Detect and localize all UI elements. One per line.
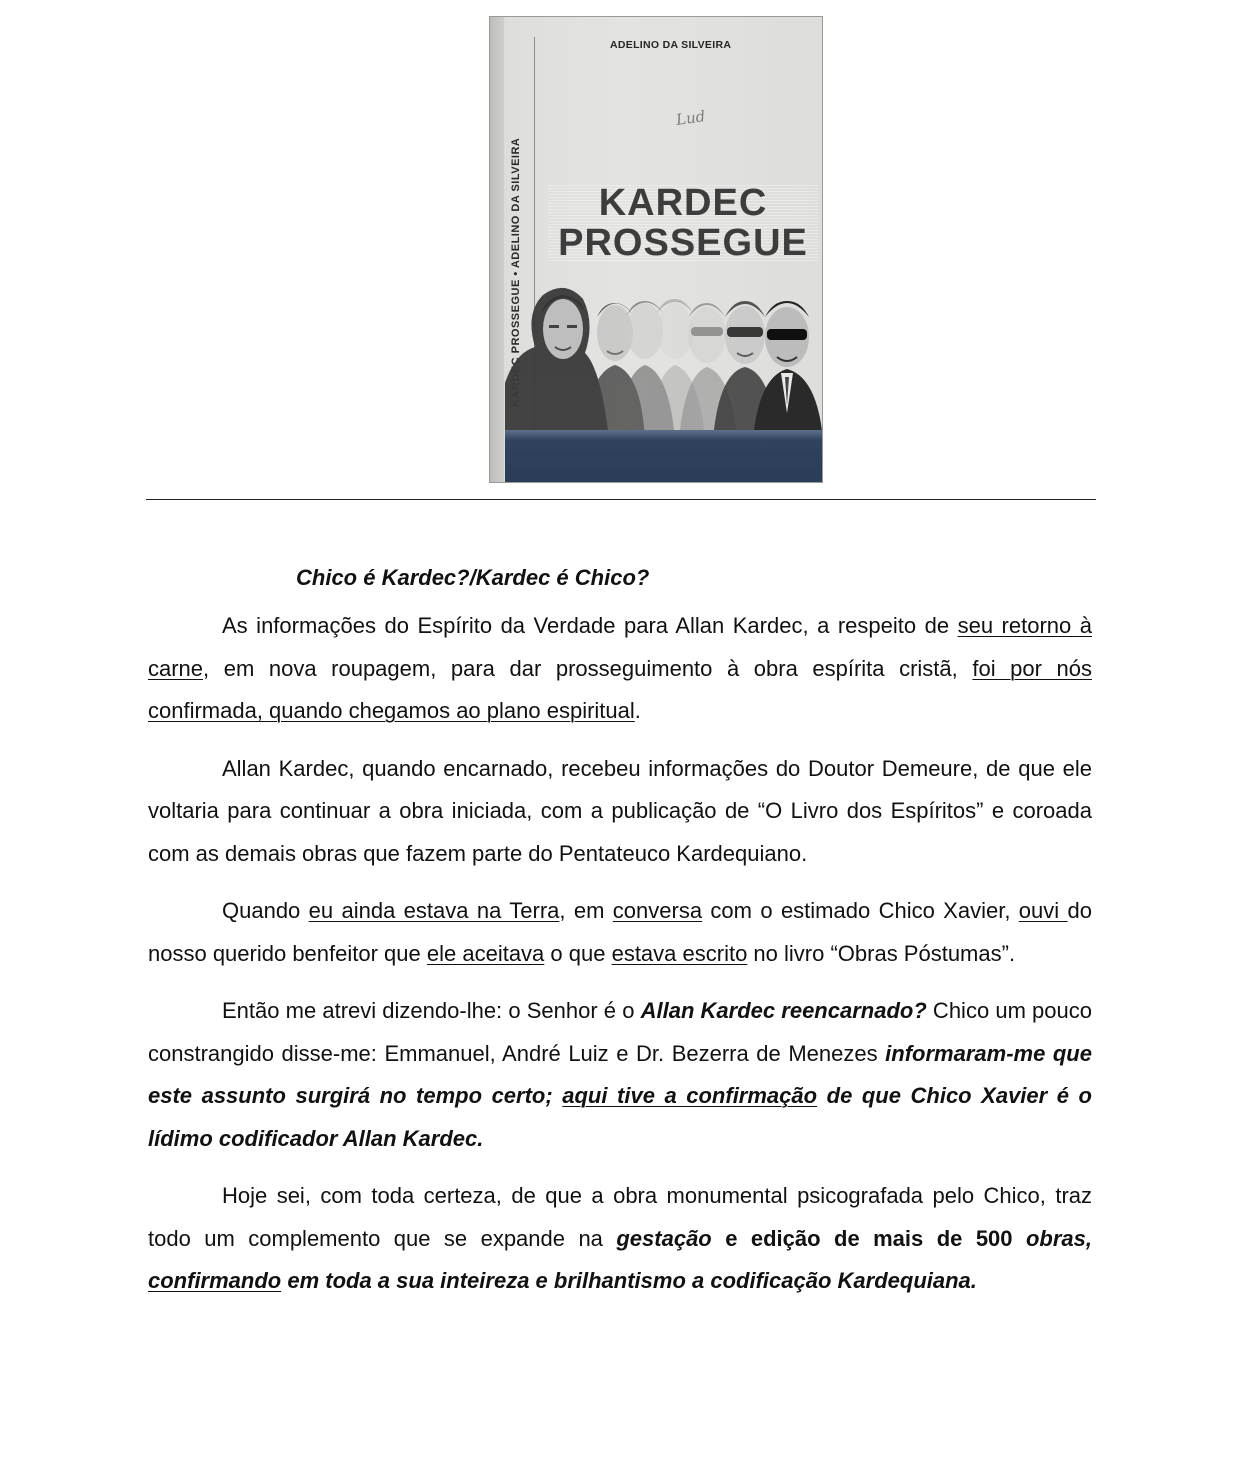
- p1-underlined-1: seu retorno à carne: [148, 613, 1092, 681]
- p1-text-1: As informações do Espírito da Verdade para Allan Kardec, a respeito de: [222, 613, 958, 638]
- p1-text-2: , em nova roupagem, para dar prosseguimento à obra espírita cristã,: [203, 655, 973, 681]
- paragraph-5: [148, 1175, 1092, 1303]
- paragraph-3: [148, 890, 1092, 975]
- article-body: [148, 560, 1092, 1303]
- cover-author-name: ADELINO DA SILVEIRA: [610, 39, 732, 51]
- cover-title-line-1: KARDEC: [598, 182, 768, 224]
- p5-bold-italic-underlined-1: confirmando: [148, 1268, 282, 1293]
- p3-text-2: , em: [559, 898, 613, 923]
- p4-bold-italic-underlined-1: aqui tive a confirmação: [562, 1083, 818, 1108]
- cover-spine-edge: [490, 17, 504, 482]
- p3-text-1: Quando: [222, 898, 309, 923]
- p4-text-1: Então me atrevi dizendo-lhe: o Senhor é o: [222, 998, 641, 1023]
- horizontal-divider: [146, 499, 1096, 500]
- cover-handwritten-signature: Lud: [674, 107, 707, 129]
- paragraph-1: [148, 605, 1092, 733]
- paragraph-4: [148, 990, 1092, 1160]
- book-cover-image: [489, 16, 823, 483]
- p3-underlined-5: estava escrito: [611, 940, 748, 966]
- p1-underlined-2: foi por nós confirmada, quando chegamos ao plano espiritual: [148, 655, 1092, 723]
- p3-text-6: no livro “Obras Póstumas”.: [747, 940, 1016, 966]
- cover-portraits-illustration: [505, 273, 823, 439]
- p3-underlined-3: ouvi: [1018, 898, 1068, 923]
- cover-spine-text: KARDEC PROSSEGUE • ADELINO DA SILVEIRA: [510, 137, 522, 407]
- p5-bold-1: e edição de mais de 500: [711, 1225, 1026, 1251]
- p4-bold-italic-1: Allan Kardec reencarnado?: [640, 998, 927, 1023]
- p5-bold-italic-3: em toda a sua inteireza e brilhantismo a codificação Kardequiana.: [281, 1268, 977, 1293]
- p3-underlined-1: eu ainda estava na Terra: [308, 898, 560, 923]
- p5-bold-italic-2: obras,: [1025, 1225, 1092, 1251]
- p4-text-2: Chico um pouco constrangido disse-me: Emmanuel, André Luiz e Dr. Bezerra de Menezes: [148, 998, 1092, 1066]
- paragraph-2: [148, 748, 1092, 876]
- p2-text-1: Allan Kardec, quando encarnado, recebeu informações do Doutor Demeure, de que ele voltaria para continuar a obra iniciada, com a publicação de “O Livro dos Espíritos” e coroada com as demais obras que fazem parte do Pentateuco Kardequiano.: [148, 755, 1092, 866]
- p3-underlined-2: conversa: [612, 898, 703, 923]
- cover-title-line-2: PROSSEGUE: [558, 222, 808, 264]
- p4-bold-italic-3: de que Chico Xavier é o lídimo codificador Allan Kardec.: [148, 1083, 1092, 1151]
- p3-text-4: do nosso querido benfeitor que: [148, 898, 1092, 966]
- portrait-7: [753, 301, 823, 439]
- p4-bold-italic-2: informaram-me que este assunto surgirá no tempo certo;: [148, 1040, 1092, 1108]
- article-heading: Chico é Kardec?/Kardec é Chico?: [296, 565, 650, 590]
- p1-text-3: .: [634, 698, 641, 723]
- cover-title: [548, 183, 818, 263]
- cover-bottom-band: [505, 430, 823, 482]
- p3-text-5: o que: [544, 940, 612, 966]
- p5-text-1: Hoje sei, com toda certeza, de que a obra monumental psicografada pelo Chico, traz todo um complemento que se expande na: [148, 1183, 1092, 1251]
- p3-underlined-4: ele aceitava: [426, 940, 545, 966]
- p3-text-3: com o estimado Chico Xavier,: [702, 898, 1019, 923]
- p5-bold-italic-1: gestação: [616, 1225, 712, 1251]
